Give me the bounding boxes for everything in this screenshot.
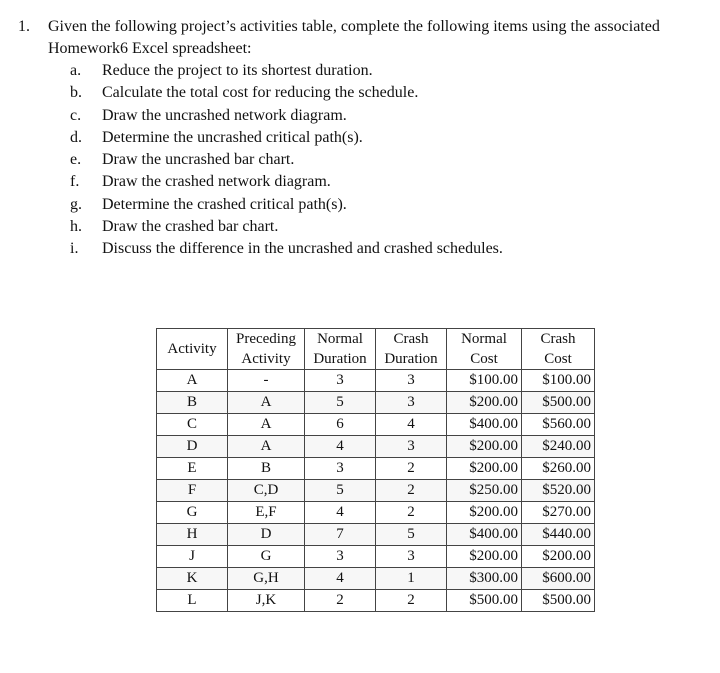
task-letter: c. bbox=[70, 106, 82, 124]
cell-normal-cost: $400.00 bbox=[447, 524, 522, 546]
cell-normal-cost: $250.00 bbox=[447, 480, 522, 502]
cell-crash-cost: $560.00 bbox=[522, 414, 595, 436]
task-item bbox=[18, 171, 708, 193]
header-normal-duration: Normal Duration bbox=[305, 329, 376, 370]
cell-preceding-activity: E,F bbox=[228, 502, 305, 524]
task-text: Draw the uncrashed network diagram. bbox=[102, 106, 347, 124]
cell-activity: C bbox=[157, 414, 228, 436]
cell-normal-duration: 5 bbox=[305, 480, 376, 502]
cell-activity: G bbox=[157, 502, 228, 524]
table-row bbox=[157, 458, 595, 480]
cell-normal-cost: $200.00 bbox=[447, 502, 522, 524]
task-item bbox=[18, 127, 708, 149]
table-row bbox=[157, 480, 595, 502]
task-text: Draw the crashed network diagram. bbox=[102, 173, 331, 191]
table-row bbox=[157, 590, 595, 612]
cell-normal-duration: 4 bbox=[305, 502, 376, 524]
cell-normal-cost: $200.00 bbox=[447, 458, 522, 480]
table-row bbox=[157, 568, 595, 590]
cell-normal-duration: 5 bbox=[305, 392, 376, 414]
table-row bbox=[157, 546, 595, 568]
problem-number: 1. bbox=[18, 18, 30, 35]
cell-crash-cost: $500.00 bbox=[522, 392, 595, 414]
cell-preceding-activity: A bbox=[228, 392, 305, 414]
cell-activity: D bbox=[157, 436, 228, 458]
cell-crash-cost: $240.00 bbox=[522, 436, 595, 458]
cell-normal-duration: 4 bbox=[305, 568, 376, 590]
cell-normal-cost: $200.00 bbox=[447, 392, 522, 414]
task-item bbox=[18, 194, 708, 216]
cell-normal-duration: 4 bbox=[305, 436, 376, 458]
problem-header bbox=[18, 16, 708, 60]
activities-table bbox=[156, 328, 595, 612]
cell-preceding-activity: C,D bbox=[228, 480, 305, 502]
cell-crash-duration: 3 bbox=[376, 546, 447, 568]
cell-crash-cost: $100.00 bbox=[522, 370, 595, 392]
cell-normal-cost: $200.00 bbox=[447, 546, 522, 568]
cell-normal-duration: 3 bbox=[305, 546, 376, 568]
task-letter: a. bbox=[70, 62, 82, 79]
table-row bbox=[157, 436, 595, 458]
task-letter: d. bbox=[70, 128, 82, 146]
cell-normal-cost: $200.00 bbox=[447, 436, 522, 458]
cell-normal-duration: 3 bbox=[305, 370, 376, 392]
task-text: Discuss the difference in the uncrashed and crashed schedules. bbox=[102, 240, 503, 258]
cell-activity: F bbox=[157, 480, 228, 502]
task-text: Calculate the total cost for reducing the schedule. bbox=[102, 84, 419, 102]
task-text: Draw the uncrashed bar chart. bbox=[102, 151, 295, 169]
table-row bbox=[157, 502, 595, 524]
task-item bbox=[18, 60, 708, 82]
cell-preceding-activity: D bbox=[228, 524, 305, 546]
task-item bbox=[18, 105, 708, 127]
cell-crash-cost: $440.00 bbox=[522, 524, 595, 546]
cell-normal-cost: $100.00 bbox=[447, 370, 522, 392]
task-text: Determine the crashed critical path(s). bbox=[102, 195, 347, 213]
cell-preceding-activity: A bbox=[228, 436, 305, 458]
table-body bbox=[157, 370, 595, 612]
cell-activity: E bbox=[157, 458, 228, 480]
task-item bbox=[18, 216, 708, 238]
cell-normal-duration: 6 bbox=[305, 414, 376, 436]
cell-crash-cost: $200.00 bbox=[522, 546, 595, 568]
task-letter: h. bbox=[70, 218, 82, 236]
cell-crash-duration: 2 bbox=[376, 458, 447, 480]
cell-normal-duration: 7 bbox=[305, 524, 376, 546]
cell-crash-duration: 2 bbox=[376, 502, 447, 524]
cell-preceding-activity: - bbox=[228, 370, 305, 392]
task-letter: g. bbox=[70, 195, 82, 213]
cell-preceding-activity: A bbox=[228, 414, 305, 436]
problem-intro: Given the following project’s activities table, complete the following items using the associated Homework6 Excel spreadsheet: bbox=[48, 18, 660, 57]
header-preceding-activity: Preceding Activity bbox=[228, 329, 305, 370]
table-row bbox=[157, 370, 595, 392]
cell-crash-duration: 1 bbox=[376, 568, 447, 590]
task-text: Reduce the project to its shortest duration. bbox=[102, 62, 373, 79]
task-item bbox=[18, 149, 708, 171]
cell-activity: B bbox=[157, 392, 228, 414]
problem-1 bbox=[18, 16, 708, 261]
table-header-row bbox=[157, 329, 595, 370]
cell-crash-duration: 3 bbox=[376, 392, 447, 414]
header-normal-cost: Normal Cost bbox=[447, 329, 522, 370]
header-crash-cost: Crash Cost bbox=[522, 329, 595, 370]
cell-crash-duration: 3 bbox=[376, 436, 447, 458]
cell-activity: J bbox=[157, 546, 228, 568]
task-letter: f. bbox=[70, 173, 80, 191]
task-item bbox=[18, 82, 708, 104]
task-letter: e. bbox=[70, 151, 82, 169]
cell-crash-cost: $270.00 bbox=[522, 502, 595, 524]
task-text: Determine the uncrashed critical path(s). bbox=[102, 128, 363, 146]
task-letter: b. bbox=[70, 84, 82, 102]
cell-activity: L bbox=[157, 590, 228, 612]
header-crash-duration: Crash Duration bbox=[376, 329, 447, 370]
cell-crash-duration: 4 bbox=[376, 414, 447, 436]
cell-preceding-activity: G,H bbox=[228, 568, 305, 590]
cell-normal-duration: 3 bbox=[305, 458, 376, 480]
table-row bbox=[157, 392, 595, 414]
cell-activity: H bbox=[157, 524, 228, 546]
cell-crash-cost: $500.00 bbox=[522, 590, 595, 612]
cell-normal-cost: $400.00 bbox=[447, 414, 522, 436]
table-row bbox=[157, 524, 595, 546]
cell-crash-cost: $600.00 bbox=[522, 568, 595, 590]
cell-preceding-activity: J,K bbox=[228, 590, 305, 612]
task-list bbox=[18, 60, 708, 261]
cell-preceding-activity: G bbox=[228, 546, 305, 568]
cell-crash-duration: 5 bbox=[376, 524, 447, 546]
table-row bbox=[157, 414, 595, 436]
task-item bbox=[18, 238, 708, 260]
cell-crash-duration: 2 bbox=[376, 590, 447, 612]
cell-normal-cost: $500.00 bbox=[447, 590, 522, 612]
task-text: Draw the crashed bar chart. bbox=[102, 218, 279, 236]
cell-normal-cost: $300.00 bbox=[447, 568, 522, 590]
cell-normal-duration: 2 bbox=[305, 590, 376, 612]
cell-activity: A bbox=[157, 370, 228, 392]
cell-crash-duration: 3 bbox=[376, 370, 447, 392]
task-letter: i. bbox=[70, 240, 79, 258]
cell-crash-cost: $520.00 bbox=[522, 480, 595, 502]
header-activity: Activity bbox=[157, 329, 228, 370]
cell-activity: K bbox=[157, 568, 228, 590]
cell-crash-cost: $260.00 bbox=[522, 458, 595, 480]
cell-crash-duration: 2 bbox=[376, 480, 447, 502]
cell-preceding-activity: B bbox=[228, 458, 305, 480]
